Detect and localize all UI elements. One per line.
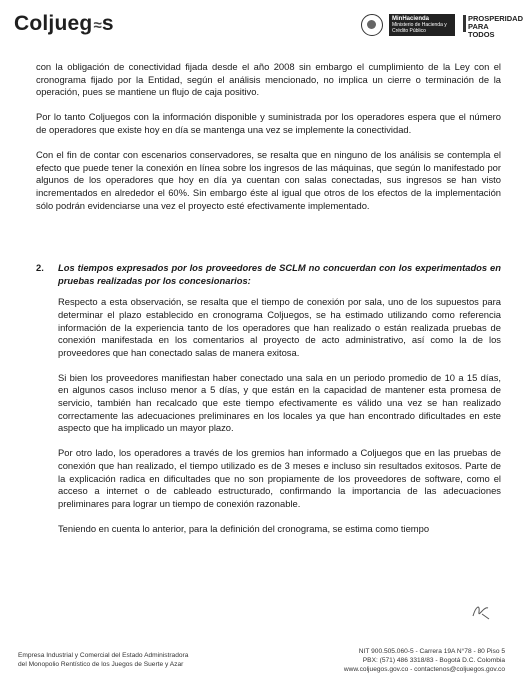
- footer-company-info: Empresa Industrial y Comercial del Estado Administradora del Monopolio Rentístico de los Juegos de Suerte y Azar: [18, 652, 189, 668]
- paragraph: con la obligación de conectividad fijada desde el año 2008 sin embargo el cumplimiento de la Ley con el cronograma fijado por la Entidad, según el análisis mencionado, no implica un cierre o terminación de la operación, pues se mantiene un flujo de caja positivo.: [36, 61, 501, 98]
- signature-mark: [470, 602, 492, 622]
- section-number: 2.: [36, 262, 44, 274]
- footer-web-contact[interactable]: www.coljuegos.gov.co - contactenos@coljuegos.gov.co: [343, 666, 505, 673]
- minhacienda-logo: MinHacienda Ministerio de Hacienda y Crédito Público: [389, 14, 455, 36]
- paragraph: Teniendo en cuenta lo anterior, para la definición del cronograma, se estima como tiempo: [58, 523, 430, 534]
- colombia-coat-of-arms-icon: [361, 14, 383, 36]
- section-title: Los tiempos expresados por los proveedores de SCLM no concuerdan con los experimentados en pruebas realizadas por los concesionarios:: [58, 262, 501, 286]
- paragraph: Respecto a esta observación, se resalta que el tiempo de conexión por sala, uno de los supuestos para determinar el plazo establecido en cronograma Coljuegos, se ha estimado utilizando como referencia información de la experiencia tanto de los operadores que han realizado o están realizada pruebas de conexión manifestada en los comentarios al proyecto de acto administrativo, así como la de los proveedores que han conectado salas de manera exitosa.: [58, 296, 501, 358]
- paragraph: Por otro lado, los operadores a través de los gremios han informado a Coljuegos que en las pruebas de conexión que han realizado, el tiempo utilizado es de 3 meses e incluso sin resultados exitosos. Parte de la explicación radica en dificultades que no son propiamente de los proveedores de software, como el acceso a internet o de cableado estructurado, confirmando la importancia de las adecuaciones preliminares para lograr un tiempo de conexión razonable.: [58, 447, 501, 509]
- coljuegos-logo: Coljueg≈s: [14, 12, 114, 35]
- section-heading: [36, 262, 501, 287]
- paragraph: Por lo tanto Coljuegos con la información disponible y suministrada por los operadores espera que el número de operadores que existe hoy en día se mantenga una vez se implemente la conectividad.: [36, 111, 501, 135]
- paragraph: Si bien los proveedores manifiestan haber conectado una sala en un periodo promedio de 10 a 15 días, en algunos casos incluso menor a 5 días, y que están en la capacidad de mantener esta promesa de servicio, también han recalcado que este tiempo efectivamente es válido una vez se han realizado correctamente las adecuaciones preliminares en los locales ya que han encontrado dificultades en este aspecto que ha implicado un mayor plazo.: [58, 371, 501, 434]
- document-body: [36, 61, 501, 548]
- prosperidad-para-todos-logo: PROSPERIDAD PARA TODOS: [468, 15, 516, 39]
- footer-contact-info: NIT 900.505.060-5 - Carrera 19A N°78 - 80 Piso 5 PBX: (571) 486 3318/83 - Bogotá D.C. Colombia www.coljuegos.gov.co - contactenos@coljuegos.gov.co: [343, 648, 505, 673]
- paragraph: Con el fin de contar con escenarios conservadores, se resalta que en ninguno de los análisis se contempla el efecto que puede tener la conexión en línea sobre los ingresos de las máquinas, que según lo manifestado por algunos de los operadores que hoy en día ya cuentan con salas conectadas, sus ingresos se han visto incrementados en alrededor el 60%. Sin embargo éste al igual que otros de los efectos de la implementación sólo podrán evidenciarse una vez el proyecto esté efectivamente implementado.: [36, 149, 501, 211]
- logo-swoosh-icon: ≈: [93, 17, 102, 34]
